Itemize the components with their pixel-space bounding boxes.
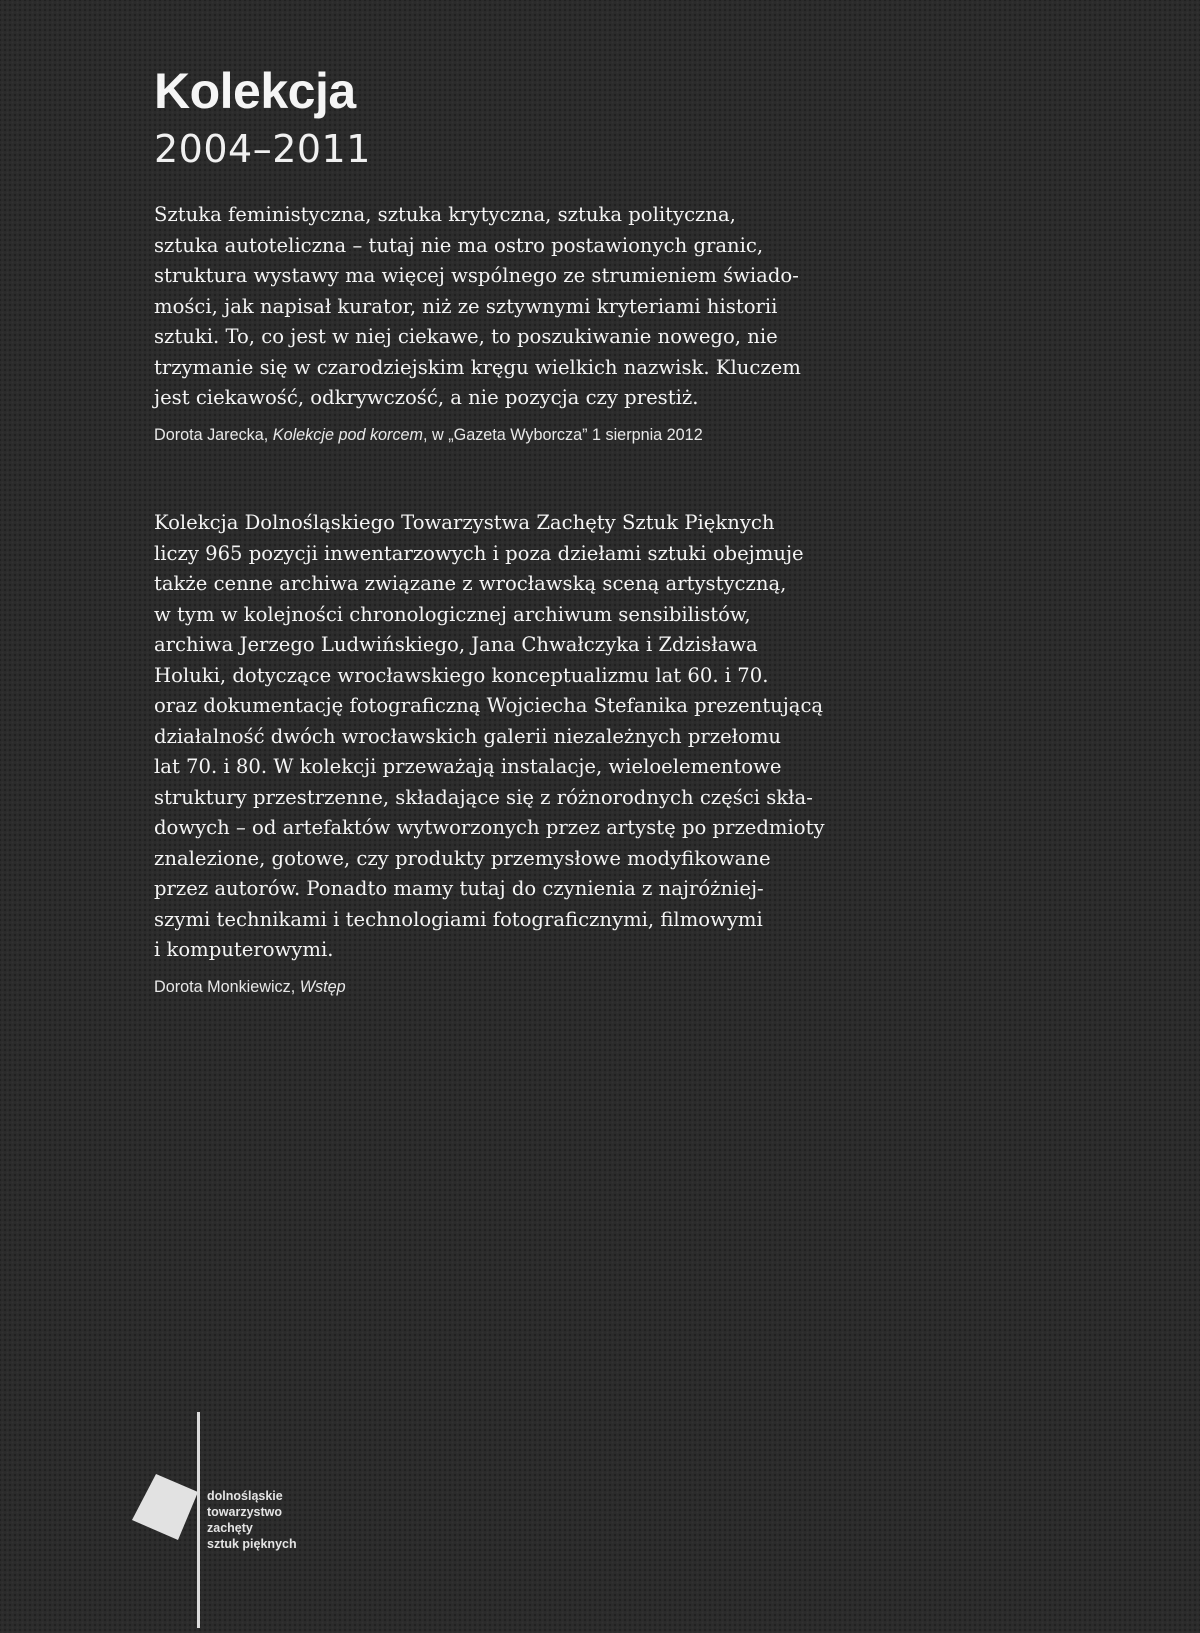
citation-work: Wstęp (299, 977, 346, 996)
body-citation (154, 976, 854, 998)
logo-square-icon (128, 1470, 208, 1550)
body-line: lat 70. i 80. W kolekcji przeważają instalacje, wieloelementowe (154, 755, 782, 778)
quote-line: trzymanie się w czarodziejskim kręgu wielkich nazwisk. Kluczem (154, 355, 801, 379)
logo-line: sztuk pięknych (207, 1537, 297, 1551)
body-line: oraz dokumentację fotograficzną Wojciecha Stefanika prezentującą (154, 694, 824, 717)
body-line: archiwa Jerzego Ludwińskiego, Jana Chwałczyka i Zdzisława (154, 633, 758, 656)
body-line: także cenne archiwa związane z wrocławską sceną artystyczną, (154, 572, 787, 595)
quote-text (154, 200, 834, 414)
quote-line: mości, jak napisał kurator, niż ze sztywnymi kryteriami historii (154, 294, 778, 318)
body-line: w tym w kolejności chronologicznej archiwum sensibilistów, (154, 602, 751, 626)
body-line: Kolekcja Dolnośląskiego Towarzystwa Zachęty Sztuk Pięknych (154, 511, 775, 534)
citation-author: Dorota Jarecka, (154, 425, 273, 444)
years-subtitle: 2004–2011 (154, 127, 371, 171)
body-text (154, 508, 854, 966)
quote-citation (154, 424, 834, 446)
logo-text (207, 1488, 297, 1552)
quote-line: Sztuka feministyczna, sztuka krytyczna, sztuka polityczna, (154, 203, 736, 226)
body-block (154, 508, 854, 998)
body-line: struktury przestrzenne, składające się z różnorodnych części skła- (154, 785, 813, 809)
quote-line: jest ciekawość, odkrywczość, a nie pozycja czy prestiż. (154, 386, 699, 409)
title: Kolekcja (154, 63, 356, 119)
quote-line: sztuki. To, co jest w niej ciekawe, to poszukiwanie nowego, nie (154, 325, 778, 348)
body-line: liczy 965 pozycji inwentarzowych i poza dziełami sztuki obejmuje (154, 541, 804, 565)
publisher-logo (128, 1410, 368, 1630)
logo-line: zachęty (207, 1521, 253, 1535)
quote-line: sztuka autoteliczna – tutaj nie ma ostro postawionych granic, (154, 233, 764, 257)
citation-source: , w „Gazeta Wyborcza” 1 sierpnia 2012 (423, 425, 703, 444)
body-line: znalezione, gotowe, czy produkty przemysłowe modyfikowane (154, 846, 771, 870)
body-line: przez autorów. Ponadto mamy tutaj do czynienia z najróżniej- (154, 877, 764, 900)
quote-line: struktura wystawy ma więcej wspólnego ze strumieniem świado- (154, 264, 799, 287)
logo-line: towarzystwo (207, 1505, 283, 1519)
citation-author: Dorota Monkiewicz, (154, 977, 300, 996)
body-line: i komputerowymi. (154, 938, 334, 961)
body-line: szymi technikami i technologiami fotograficznymi, filmowymi (154, 907, 763, 931)
logo-line: dolnośląskie (207, 1489, 283, 1503)
quote-block (154, 200, 834, 446)
body-line: działalność dwóch wrocławskich galerii niezależnych przełomu (154, 724, 782, 748)
body-line: dowych – od artefaktów wytworzonych przez artystę po przedmioty (154, 816, 825, 839)
citation-work: Kolekcje pod korcem (272, 425, 424, 444)
body-line: Holuki, dotyczące wrocławskiego konceptualizmu lat 60. i 70. (154, 663, 769, 687)
